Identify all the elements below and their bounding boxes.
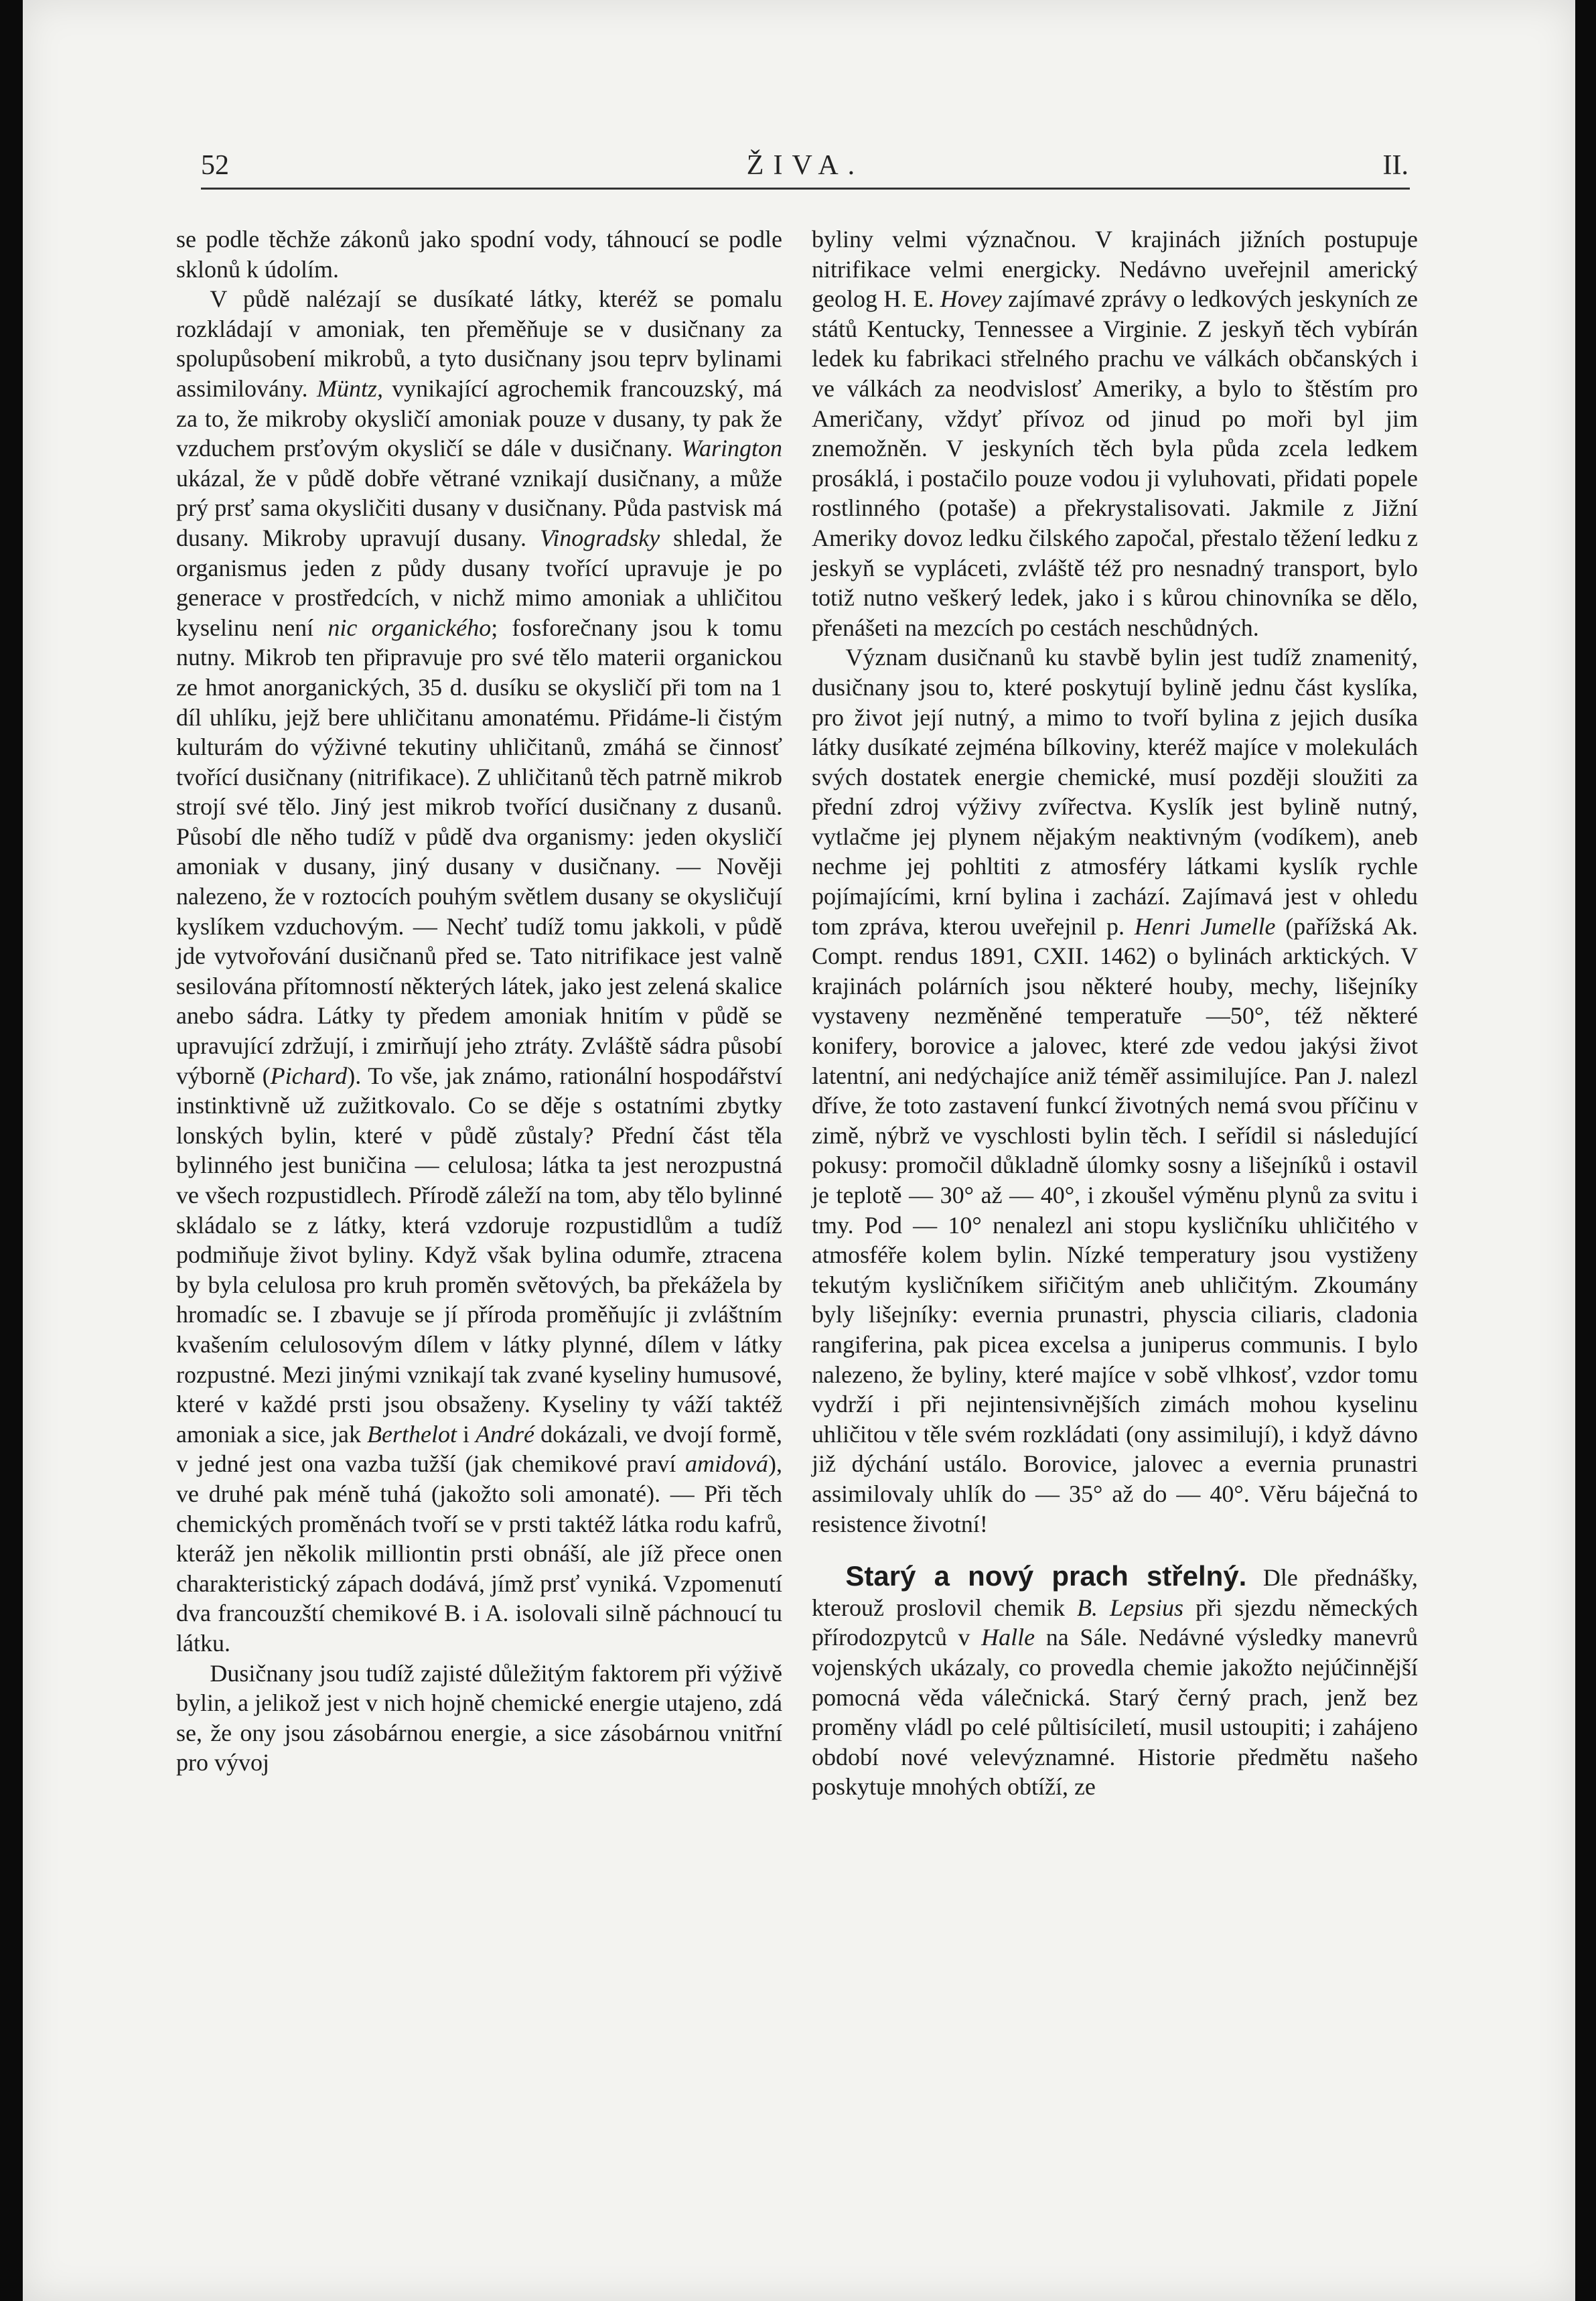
emphasis: nic organického [328, 614, 492, 641]
person-name: B. Lepsius [1077, 1594, 1184, 1621]
right-column [812, 224, 1418, 1802]
paragraph: V půdě nalézají se dusíkaté látky, kteréž se pomalu rozkládají v amoniak, ten přeměňuje se v dusičnany za spolupůsobení mikrobů, a tyto dusičnany jsou teprv bylinami assimilovány. Müntz, vynikající agrochemik francouzský, má za to, že mikroby okysličí amoniak pouze v dusany, ty pak že vzduchem prsťovým okysličí se dále v dusičnany. Warington ukázal, že v půdě dobře větrané vznikají dusičnany, a může prý prsť sama okysličiti dusany v dusičnany. Půda pastvisk má dusany. Mikroby upravují dusany. Vinogradsky shledal, že organismus jeden z půdy dusany tvořící upravuje je po generace v prostředcích, v nichž mimo amoniak a uhličitou kyselinu není nic organického; fosforečnany jsou k tomu nutny. Mikrob ten připravuje pro své tělo materii organickou ze hmot anorganických, 35 d. dusíku se okysličí při tom na 1 díl uhlíku, jejž bere uhličitanu amonatému. Přidáme-li čistým kulturám do výživné tekutiny uhličitanů, zmáhá se činnosť tvořící dusičnany (nitrifikace). Z uhličitanů těch patrně mikrob strojí své tělo. Jiný jest mikrob tvořící dusičnany z dusanů. Působí dle něho tudíž v půdě dva organismy: jeden okysličí amoniak v dusany, jiný dusany v dusičnany. — Nověji nalezeno, že v roztocích pouhým světlem dusany se okysličují kyslíkem vzduchovým. — Nechť tudíž tomu jakkoli, v půdě jde vytvořování dusičnanů před se. Tato nitrifikace jest valně sesilována přítomností některých látek, jako jest zelená skalice anebo sádra. Látky ty předem amoniak hnitím v půdě se upravující zdržují, i zmirňují jeho ztráty. Zvláště sádra působí výborně (Pichard). To vše, jak známo, rationální hospodářství instinktivně už zužitkovalo. Co se děje s ostatními zbytky lonských bylin, které v půdě zůstaly? Přední část těla bylinného jest buničina — celulosa; látka ta jest nerozpustná ve všech rozpustidlech. Přírodě záleží na tom, aby tělo bylinné skládalo se z látky, která vzdoruje rozpustidlům a tudíž podmiňuje život byliny. Když však bylina odumře, ztracena by byla celulosa pro kruh proměn světových, ba překážela by hromadíc se. I zbavuje se jí příroda proměňujíc ji zvláštním kvašením celulosovým dílem v látky plynné, dílem v látky rozpustné. Mezi jinými vznikají tak zvané kyseliny humusové, které v každé prsti jsou obsaženy. Kyseliny ty váží taktéž amoniak a sice, jak Berthelot i André dokázali, ve dvojí formě, v jedné jest ona vazba tužší (jak chemikové praví amidová), ve druhé pak méně tuhá (jakožto soli amonaté). — Při těch chemických proměnách tvoří se v prsti taktéž látka rodu kafrů, kteráž jen několik milliontin prsti obnáší, ale jíž přece onen charakteristický zápach dodává, jímž prsť vyniká. Vzpomenutí dva francouzští chemikové B. i A. isolovali silně páchnoucí tu látku. [176, 285, 783, 1657]
paragraph: se podle těchže zákonů jako spodní vody, táhnoucí se podle sklonů k údolím. [176, 226, 782, 283]
person-name: Müntz, [316, 374, 383, 402]
section-heading: Starý a nový prach střelný. [845, 1560, 1247, 1592]
person-name: Vinogradsky [539, 524, 660, 551]
person-name: Hovey [940, 285, 1002, 313]
person-name: Henri Jumelle [1134, 912, 1276, 940]
volume-number: II. [1382, 150, 1408, 181]
running-head [201, 137, 1410, 190]
person-name: Pichard [270, 1062, 348, 1089]
person-name: Warington [681, 435, 783, 462]
paragraph: Starý a nový prach střelný. Dle přednášky, kterouž proslovil chemik B. Lepsius při sjezdu německých přírodozpytců v Halle na Sále. Nedávné výsledky manevrů vojenských ukázaly, co provedla chemie jakožto nejúčinnější pomocná věda válečnická. Starý černý prach, jenž bez proměny vládl po celé půltisíciletí, musil ustoupiti; i zahájeno období nové velevýznamné. Historie předmětu našeho poskytuje mnohých obtíží, ze [812, 1560, 1419, 1801]
place-name: Halle [981, 1624, 1035, 1651]
paragraph: Dusičnany jsou tudíž zajisté důležitým faktorem při výživě bylin, a jelikož jest v nich hojně chemické energie utajeno, zdá se, že ony jsou zásobárnou energie, a sice zásobárnou vnitřní pro vývoj [176, 1659, 783, 1776]
page-number: 52 [201, 150, 229, 181]
person-name: Berthelot [367, 1420, 457, 1448]
paragraph: Význam dusičnanů ku stavbě bylin jest tudíž znamenitý, dusičnany jsou to, které poskytují bylině jednu část kyslíka, pro život její nutný, a mimo to tvoří bylina z jejich dusíka látky dusíkaté zejména bílkoviny, kteréž majíce v molekulách svých dostatek energie chemické, musí později sloužiti za přední zdroj výživy zvířectva. Kyslík jest bylině nutný, vytlačme jej plynem nějakým neaktivným (vodíkem), aneb nechme jej pohltiti z atmosféry látkami kyslík rychle pojímajícími, krní bylina i zachází. Zajímavá jest v ohledu tom zpráva, kterou uveřejnil p. Henri Jumelle (pařížská Ak. Compt. rendus 1891, CXII. 1462) o bylinách arktických. V krajinách polárních jsou některé houby, mechy, lišejníky vystaveny nezměněné temperatuře —50°, též některé konifery, borovice a jalovec, které zde vedou jakýsi život latentní, ani nedýchajíce aniž téměř assimilujíce. Pan J. nalezl dříve, že toto zastavení funkcí životných nemá svou příčinu v zimě, nýbrž ve vyschlosti bylin těch. I seřídil si následující pokusy: promočil důkladně úlomky sosny a lišejníků i ostavil je teplotě — 30° až — 40°, i zkoušel výměnu plynů za svitu i tmy. Pod — 10° nenalezl ani stopu kysličníku uhličitého v atmosféře kolem bylin. Nízké temperatury jsou vystiženy tekutým kysličníkem siřičitým aneb uhličitým. Zkoumány byly lišejníky: evernia prunastri, physcia ciliaris, cladonia rangiferina, pak picea excelsa a juniperus communis. I bylo nalezeno, že byliny, které majíce v sobě vlhkosť, vzdor tomu vydrží i při nejintensivnějších zimách mohou kyselinu uhličitou v těle svém rozkládati (ony assimilují), i když dávno již dýchání ustálo. Borovice, jalovec a evernia prunastri assimilovaly uhlík do — 35° až do — 40°. Věru báječná to resistence životní! [812, 644, 1419, 1537]
emphasis: amidová [685, 1450, 769, 1478]
journal-title: ŽIVA. [746, 150, 865, 181]
person-name: André [476, 1420, 535, 1448]
paragraph: byliny velmi význačnou. V krajinách jižních postupuje nitrifikace velmi energicky. Nedávno uveřejnil americký geolog H. E. Hovey zajímavé zprávy o ledkových jeskyních ze států Kentucky, Tennessee a Virginie. Z jeskyň těch vybírán ledek ku fabrikaci střelného prachu ve válkách občanských i ve válkách za neodvislosť Ameriky, a bylo to štěstím pro Američany, vždyť přívoz od jinud po moři byl jim znemožněn. V jeskyních těch byla půda zcela ledkem prosáklá, i postačilo pouze vodou ji vyluhovati, přidati popele rostlinného (potaše) a překrystalisovati. Jakmile z Jižní Ameriky dovoz ledku čilského započal, přestalo těžení ledku z jeskyň se vypláceti, zvláště též pro nesnadný transport, bylo totiž nutno veškerý ledek, jako i s kůrou chinovníka se dělo, přenášeti na mezcích po cestách neschůdných. [812, 226, 1419, 641]
left-column [176, 224, 782, 1778]
